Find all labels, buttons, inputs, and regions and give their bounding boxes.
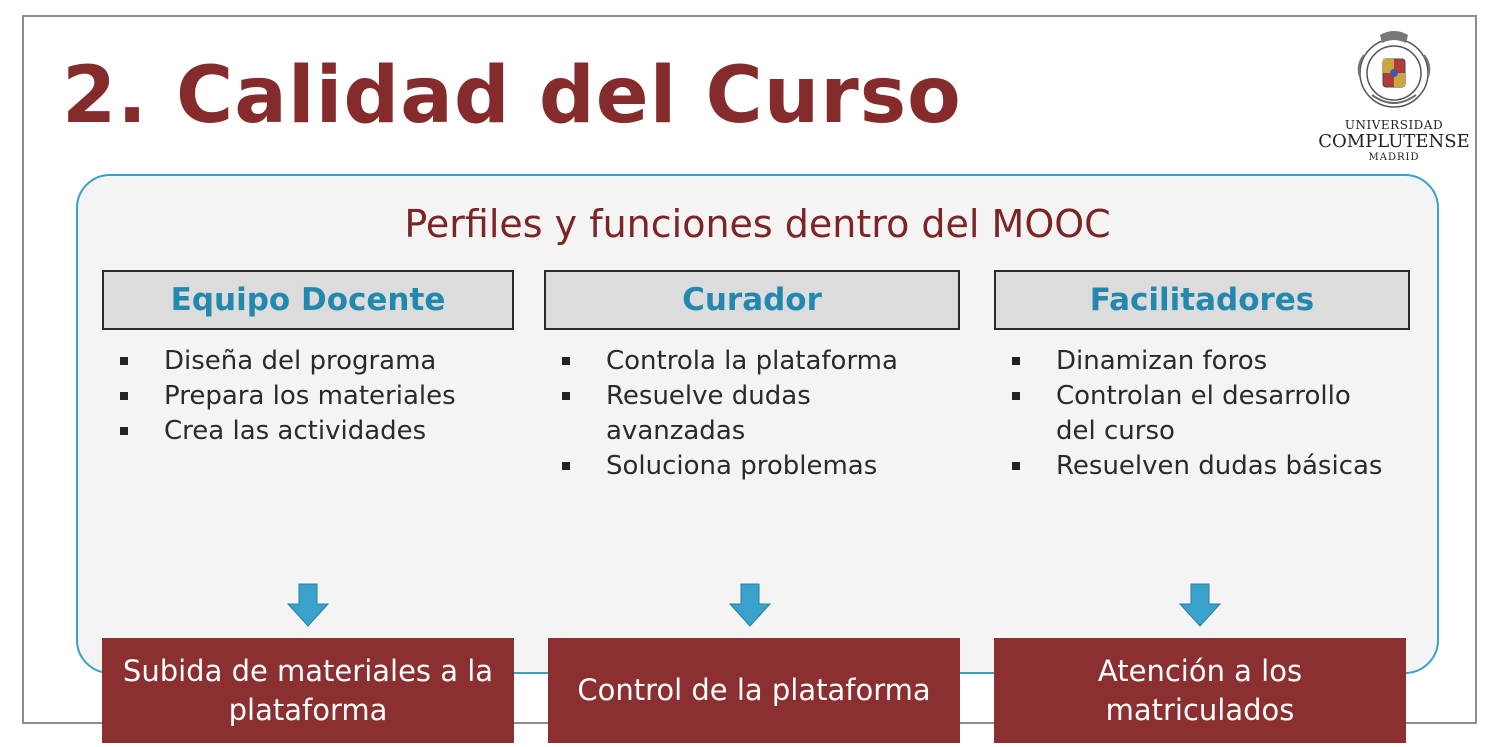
list-item: Crea las actividades bbox=[102, 414, 456, 449]
bullet-list bbox=[994, 344, 1382, 484]
down-arrow-icon bbox=[286, 582, 330, 628]
column-header: Equipo Docente bbox=[102, 270, 514, 330]
bullet-square-icon bbox=[1012, 357, 1020, 365]
bullet-square-icon bbox=[1012, 392, 1020, 400]
slide bbox=[22, 15, 1477, 727]
university-crest-icon bbox=[1350, 25, 1438, 117]
list-item: Dinamizan foros bbox=[994, 344, 1382, 379]
bullet-square-icon bbox=[120, 392, 128, 400]
column-header: Facilitadores bbox=[994, 270, 1410, 330]
bullet-square-icon bbox=[562, 392, 570, 400]
bullet-square-icon bbox=[562, 357, 570, 365]
bullet-square-icon bbox=[120, 357, 128, 365]
university-logo bbox=[1314, 25, 1474, 175]
list-item: Soluciona problemas bbox=[544, 449, 898, 484]
list-item: Resuelve dudas avanzadas bbox=[544, 379, 898, 449]
list-item: Prepara los materiales bbox=[102, 379, 456, 414]
list-item: Controlan el desarrollo del curso bbox=[994, 379, 1382, 449]
page-title: 2. Calidad del Curso bbox=[62, 51, 962, 141]
list-item: Diseña del programa bbox=[102, 344, 456, 379]
bullet-square-icon bbox=[562, 462, 570, 470]
bullet-list bbox=[544, 344, 898, 484]
bullet-square-icon bbox=[120, 427, 128, 435]
bullet-square-icon bbox=[1012, 462, 1020, 470]
column-header: Curador bbox=[544, 270, 960, 330]
result-box: Atención a los matriculados bbox=[994, 638, 1406, 743]
down-arrow-icon bbox=[1178, 582, 1222, 628]
bullet-list bbox=[102, 344, 456, 449]
result-box: Subida de materiales a la plataforma bbox=[102, 638, 514, 743]
down-arrow-icon bbox=[728, 582, 772, 628]
list-item: Controla la plataforma bbox=[544, 344, 898, 379]
profiles-panel bbox=[76, 174, 1439, 727]
result-box: Control de la plataforma bbox=[548, 638, 960, 743]
logo-line-madrid: MADRID bbox=[1368, 151, 1420, 163]
logo-line-universidad: UNIVERSIDAD bbox=[1344, 118, 1444, 132]
logo-line-complutense: COMPLUTENSE bbox=[1318, 131, 1470, 153]
panel-subtitle: Perfiles y funciones dentro del MOOC bbox=[404, 202, 1111, 246]
list-item: Resuelven dudas básicas bbox=[994, 449, 1382, 484]
